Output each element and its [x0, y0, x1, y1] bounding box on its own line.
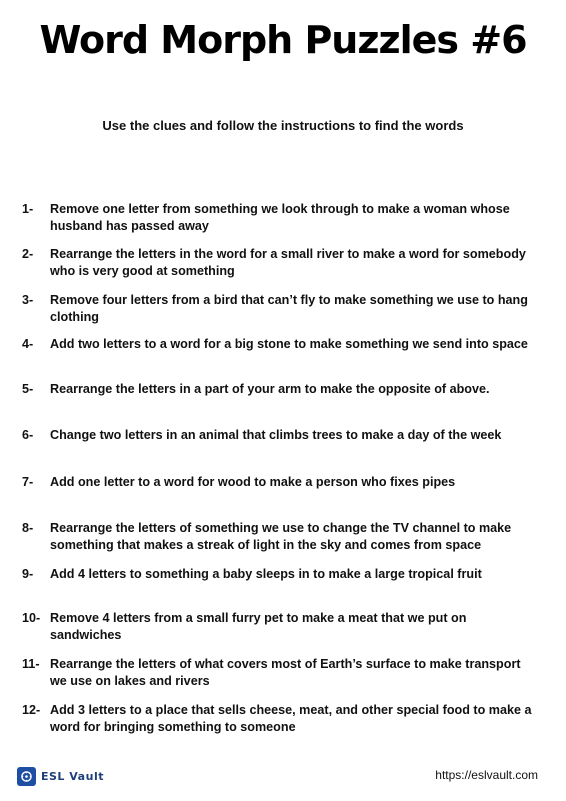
- puzzle-clue-line: Rearrange the letters in the word for a small river to make a word for somebody: [50, 247, 526, 261]
- puzzle-clue-line: Add two letters to a word for a big stone to make something we send into space: [50, 337, 528, 351]
- puzzle-number: 12-: [22, 703, 41, 717]
- puzzle-clue-line: word for bringing something to someone: [50, 719, 296, 734]
- puzzle-number: 6-: [22, 428, 34, 442]
- puzzle-number: 3-: [22, 293, 34, 307]
- page-title: Word Morph Puzzles #6: [39, 18, 527, 62]
- puzzle-clue: [50, 566, 540, 583]
- puzzle-clue-line: Add 3 letters to a place that sells cheese, meat, and other special food to make a: [50, 703, 532, 717]
- puzzle-clue-line: clothing: [50, 309, 99, 324]
- logo-text: ESL Vault: [41, 769, 104, 783]
- puzzle-clue-line: who is very good at something: [50, 263, 235, 278]
- puzzle-number: 5-: [22, 382, 34, 396]
- puzzle-number: 4-: [22, 337, 34, 351]
- puzzle-clue-line: sandwiches: [50, 627, 122, 642]
- puzzle-clue-line: Add 4 letters to something a baby sleeps in to make a large tropical fruit: [50, 567, 482, 581]
- esl-vault-logo[interactable]: [17, 766, 104, 786]
- puzzle-number: 8-: [22, 521, 34, 535]
- puzzle-number: 10-: [22, 611, 41, 625]
- puzzle-clue-line: Rearrange the letters of something we use to change the TV channel to make: [50, 521, 512, 535]
- puzzle-number: 7-: [22, 475, 34, 489]
- puzzle-clue: [50, 336, 540, 353]
- puzzle-clue-line: Remove four letters from a bird that can’t fly to make something we use to hang: [50, 293, 528, 307]
- puzzle-clue: [50, 656, 540, 689]
- puzzle-number: 11-: [22, 657, 40, 671]
- puzzle-clue: [50, 427, 540, 444]
- puzzle-clue: [50, 246, 540, 279]
- puzzle-clue: [50, 610, 540, 643]
- puzzle-clue: [50, 292, 540, 325]
- puzzle-clue-line: something that makes a streak of light in the sky and comes from space: [50, 537, 482, 552]
- puzzle-number: 9-: [22, 567, 34, 581]
- puzzle-number: 2-: [22, 247, 34, 261]
- puzzle-clue-line: Remove one letter from something we look through to make a woman whose: [50, 202, 510, 216]
- puzzle-number: 1-: [22, 202, 34, 216]
- puzzle-clue: [50, 702, 540, 735]
- website-link[interactable]: https://eslvault.com: [435, 768, 538, 782]
- puzzle-clue: [50, 474, 540, 491]
- puzzle-clue-line: Rearrange the letters of what covers most of Earth’s surface to make transport: [50, 657, 521, 671]
- vault-icon: [17, 767, 36, 786]
- puzzle-clue-line: Add one letter to a word for wood to make a person who fixes pipes: [50, 475, 456, 489]
- puzzle-clue-line: Remove 4 letters from a small furry pet to make a meat that we put on: [50, 611, 467, 625]
- puzzle-clue-line: we use on lakes and rivers: [50, 673, 210, 688]
- puzzle-clue: [50, 201, 540, 234]
- puzzle-clue-line: Change two letters in an animal that climbs trees to make a day of the week: [50, 428, 502, 442]
- instructions-text: Use the clues and follow the instructions to find the words: [102, 118, 464, 133]
- puzzle-clue: [50, 520, 540, 553]
- puzzle-clue-line: husband has passed away: [50, 218, 209, 233]
- puzzle-clue-line: Rearrange the letters in a part of your arm to make the opposite of above.: [50, 382, 490, 396]
- puzzle-clue: [50, 381, 540, 398]
